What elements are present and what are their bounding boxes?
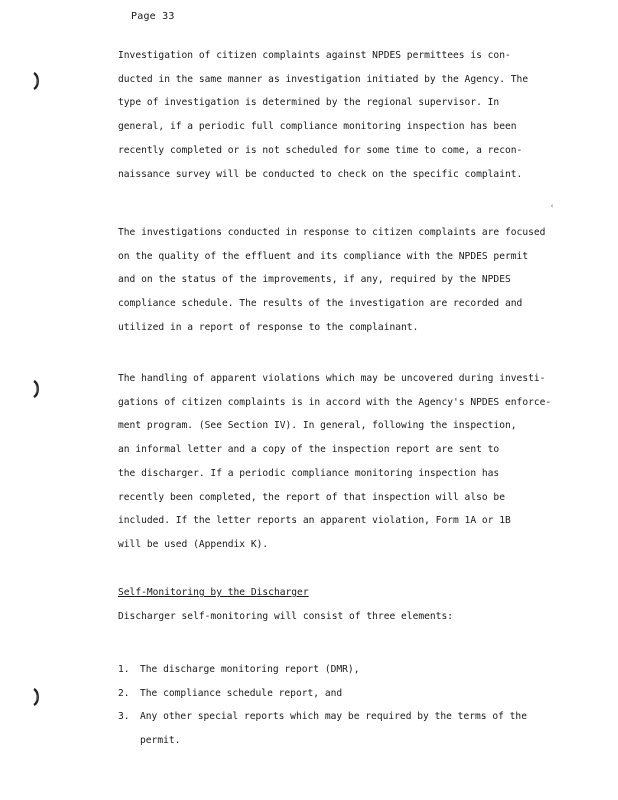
list-number: 2. bbox=[118, 687, 130, 699]
paragraph-citizen-complaints bbox=[118, 44, 568, 186]
text-line: type of investigation is determined by the regional supervisor. In bbox=[118, 97, 500, 109]
list-item bbox=[118, 705, 568, 729]
punch-hole-icon bbox=[31, 72, 42, 90]
text-line: The investigations conducted in response to citizen complaints are focused bbox=[118, 227, 546, 238]
elements-list bbox=[118, 658, 568, 753]
text-line: recently completed or is not scheduled for some time to come, a recon- bbox=[118, 144, 523, 156]
text-line: recently been completed, the report of that inspection will also be bbox=[118, 491, 505, 503]
text-line: utilized in a report of response to the complainant. bbox=[118, 321, 419, 333]
list-text: Any other special reports which may be required by the terms of the bbox=[140, 711, 527, 723]
paragraph-violations bbox=[118, 367, 568, 557]
text-line: Investigation of citizen complaints against NPDES permittees is con- bbox=[118, 50, 511, 61]
text-line: included. If the letter reports an apparent violation, Form 1A or 1B bbox=[118, 515, 511, 527]
list-text-continuation: permit. bbox=[140, 735, 181, 747]
punch-hole-icon bbox=[31, 688, 42, 706]
text-line: on the quality of the effluent and its compliance with the NPDES permit bbox=[118, 250, 529, 262]
text-line: general, if a periodic full compliance monitoring inspection has been bbox=[118, 121, 517, 133]
text-line: compliance schedule. The results of the investigation are recorded and bbox=[118, 298, 523, 310]
list-text: The compliance schedule report, and bbox=[140, 687, 343, 699]
text-line: The handling of apparent violations which may be uncovered during investi- bbox=[118, 373, 546, 384]
text-line: naissance survey will be conducted to check on the specific complaint. bbox=[118, 168, 523, 180]
list-text: The discharge monitoring report (DMR), bbox=[140, 664, 360, 675]
list-number: 3. bbox=[118, 711, 130, 723]
text-line: ducted in the same manner as investigation initiated by the Agency. The bbox=[118, 73, 529, 85]
list-number: 1. bbox=[118, 664, 130, 675]
section-heading: Self-Monitoring by the Discharger bbox=[118, 587, 309, 598]
text-line: and on the status of the improvements, if any, required by the NPDES bbox=[118, 274, 511, 286]
punch-hole-icon bbox=[31, 380, 42, 398]
text-line: ment program. (See Section IV). In general, following the inspection, bbox=[118, 420, 517, 432]
page-number: Page 33 bbox=[131, 11, 175, 22]
section-intro: Discharger self-monitoring will consist of three elements: bbox=[118, 611, 454, 622]
text-line: an informal letter and a copy of the inspection report are sent to bbox=[118, 444, 500, 456]
stray-mark: ‹ bbox=[550, 202, 555, 210]
text-line: the discharger. If a periodic compliance monitoring inspection has bbox=[118, 467, 500, 479]
text-line: will be used (Appendix K). bbox=[118, 538, 269, 550]
list-item bbox=[118, 682, 568, 706]
paragraph-investigations bbox=[118, 221, 568, 340]
text-line: gations of citizen complaints is in accord with the Agency's NPDES enforce- bbox=[118, 396, 552, 408]
list-item bbox=[118, 658, 568, 682]
